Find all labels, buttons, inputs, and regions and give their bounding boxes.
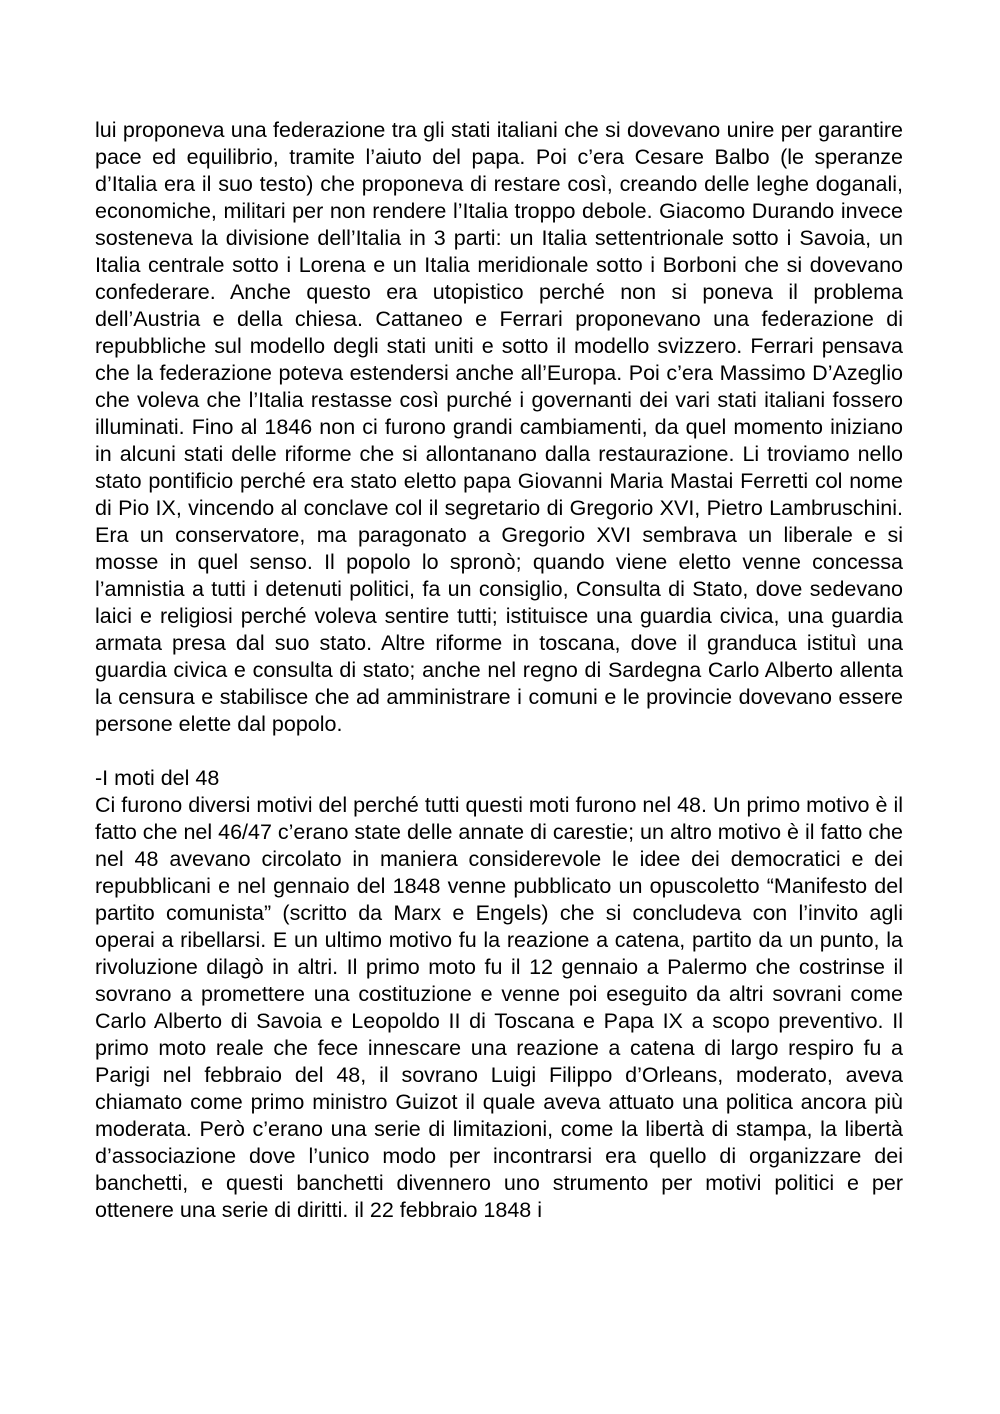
section-heading: -I moti del 48 (95, 766, 220, 790)
document-page (95, 117, 903, 1224)
body-paragraph-moti-48: Ci furono diversi motivi del perché tutti questi moti furono nel 48. Un primo motivo è il fatto che nel 46/47 c’erano state delle annate di carestie; un altro motivo è il fatto che nel 48 avevano circolato in maniera considerevole le idee dei democratici e dei repubblicani e nel gennaio del 1848 venne pubblicato un opuscoletto “Manifesto del partito comunista” (scritto da Marx e Engels) che si concludeva con l’invito agli operai a ribellarsi. E un ultimo motivo fu la reazione a catena, partito da un punto, la rivoluzione dilagò in altri. Il primo moto fu il 12 gennaio a Palermo che costrinse il sovrano a promettere una costituzione e venne poi eseguito da altri sovrani come Carlo Alberto di Savoia e Leopoldo II di Toscana e Papa IX a scopo preventivo. Il primo moto reale che fece innescare una reazione a catena di largo respiro fu a Parigi nel febbraio del 48, il sovrano Luigi Filippo d’Orleans, moderato, aveva chiamato come primo ministro Guizot il quale aveva attuato una politica ancora più moderata. Però c’erano una serie di limitazioni, come la libertà di stampa, la libertà d’associazione dove l’unico modo per incontrarsi era quello di organizzare dei banchetti, e questi banchetti divennero uno strumento per motivi politici e per ottenere una serie di diritti. il 22 febbraio 1848 i (95, 793, 903, 1222)
body-paragraph-reforms: lui proponeva una federazione tra gli stati italiani che si dovevano unire per garantire pace ed equilibrio, tramite l’aiuto del papa. Poi c’era Cesare Balbo (le speranze d’Italia era il suo testo) che proponeva di restare così, creando delle leghe doganali, economiche, militari per non rendere l’Italia troppo debole. Giacomo Durando invece sosteneva la divisione dell’Italia in 3 parti: un Italia settentrionale sotto i Savoia, un Italia centrale sotto i Lorena e un Italia meridionale sotto i Borboni che si dovevano confederare. Anche questo era utopistico perché non si poneva il problema dell’Austria e della chiesa. Cattaneo e Ferrari proponevano una federazione di repubbliche sul modello degli stati uniti e sotto il modello svizzero. Ferrari pensava che la federazione poteva estendersi anche all’Europa. Poi c’era Massimo D’Azeglio che voleva che l’Italia restasse così purché i governanti dei vari stati italiani fossero illuminati. Fino al 1846 non ci furono grandi cambiamenti, da quel momento iniziano in alcuni stati delle riforme che si allontanano dalla restaurazione. Li troviamo nello stato pontificio perché era stato eletto papa Giovanni Maria Mastai Ferretti col nome di Pio IX, vincendo al conclave col il segretario di Gregorio XVI, Pietro Lambruschini. Era un conservatore, ma paragonato a Gregorio XVI sembrava un liberale e si mosse in quel senso. Il popolo lo spronò; quando viene eletto venne concessa l’amnistia a tutti i detenuti politici, fa un consiglio, Consulta di Stato, dove sedevano laici e religiosi perché voleva sentire tutti; istituisce una guardia civica, una guardia armata presa dal suo stato. Altre riforme in toscana, dove il granduca istituì una guardia civica e consulta di stato; anche nel regno di Sardegna Carlo Alberto allenta la censura e stabilisce che ad amministrare i comuni e le provincie dovevano essere persone elette dal popolo. (95, 118, 903, 736)
paragraph-spacer (95, 738, 903, 765)
